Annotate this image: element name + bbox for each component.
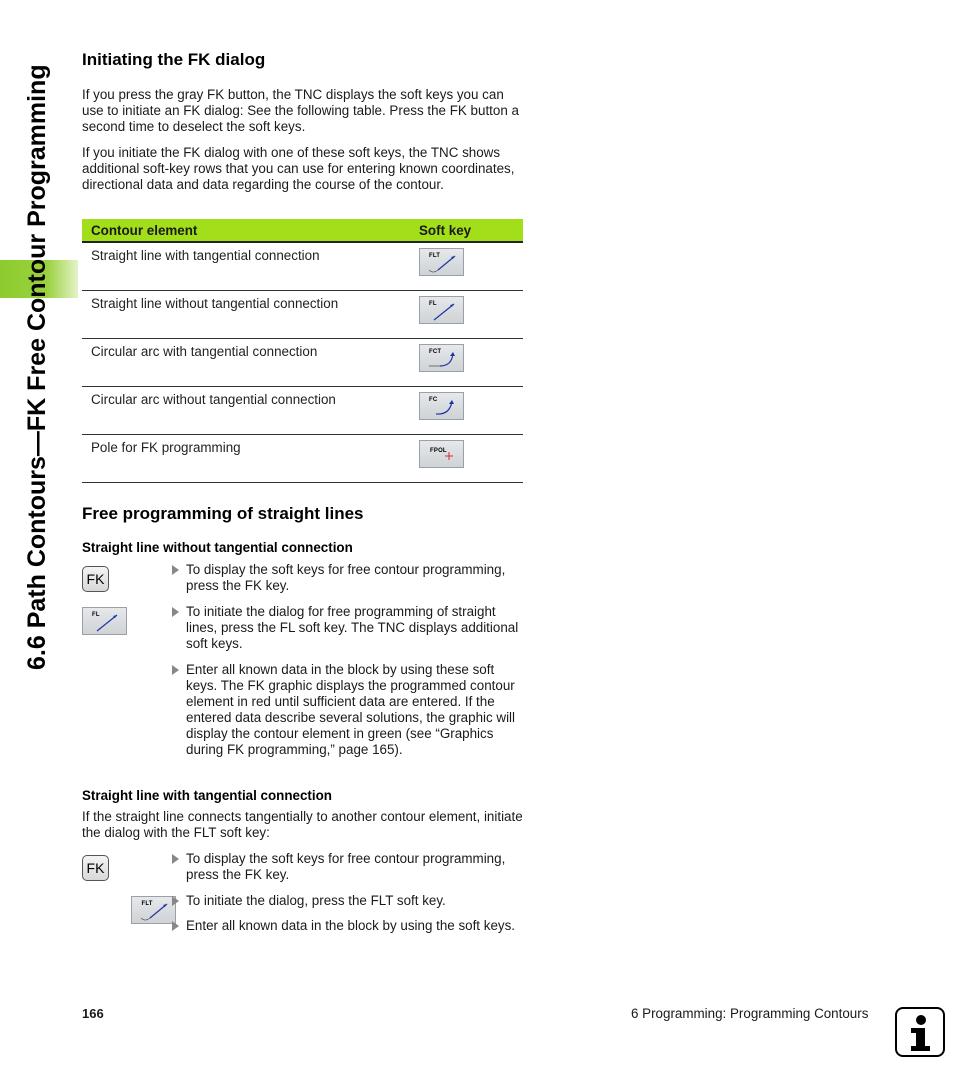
fl-softkey-icon[interactable]: FL: [82, 607, 127, 635]
tangent-intro-paragraph: If the straight line connects tangentially to another contour element, initiate the dialog with the FLT soft key:: [82, 809, 523, 840]
row-label: Straight line with tangential connection: [82, 242, 410, 291]
arrow-bullet-icon: [172, 896, 179, 906]
arrow-bullet-icon: [172, 565, 179, 575]
intro-paragraph-1: If you press the gray FK button, the TNC displays the soft keys you can use to initiate an FK dialog: See the following table. Press the FK button a second time to deselect the soft keys.: [82, 87, 519, 134]
row-label: Circular arc without tangential connection: [82, 387, 410, 435]
step-item: To initiate the dialog for free programming of straight lines, press the FL soft key. The TNC displays additional soft keys.: [172, 604, 524, 652]
section-heading-straight-lines: Free programming of straight lines: [82, 504, 364, 523]
intro-paragraph-2: If you initiate the FK dialog with one of these soft keys, the TNC shows additional soft-key rows that you can use for entering known coordinates, directional data and data regarding the course of the contour.: [82, 145, 515, 192]
fk-key-button[interactable]: FK: [82, 855, 109, 881]
flt-softkey-icon[interactable]: FLT: [131, 896, 176, 924]
row-label: Circular arc with tangential connection: [82, 339, 410, 387]
arc-tangent-softkey-icon[interactable]: FCT: [419, 344, 464, 372]
pole-softkey-icon[interactable]: FPOL: [419, 440, 464, 468]
arrow-bullet-icon: [172, 665, 179, 675]
subheading-with-tangent: Straight line with tangential connection: [82, 788, 332, 803]
table-row: [82, 242, 523, 291]
step-item: Enter all known data in the block by using these soft keys. The FK graphic displays the programmed contour element in red until sufficient data are entered. If the entered data describe several solutions, the graphic will display the contour element in green (see “Graphics during FK programming,” page 165).: [172, 662, 524, 758]
subheading-without-tangent: Straight line without tangential connection: [82, 540, 353, 555]
row-label: Pole for FK programming: [82, 435, 410, 483]
arc-softkey-icon[interactable]: FC: [419, 392, 464, 420]
straight-tangent-softkey-icon[interactable]: FLT: [419, 248, 464, 276]
step-item: To display the soft keys for free contour programming, press the FK key.: [172, 562, 524, 594]
straight-line-softkey-icon[interactable]: FL: [419, 296, 464, 324]
step-item: Enter all known data in the block by using the soft keys.: [172, 918, 524, 934]
arrow-bullet-icon: [172, 921, 179, 931]
section-heading-initiating: Initiating the FK dialog: [82, 50, 266, 69]
row-label: Straight line without tangential connection: [82, 291, 410, 339]
fk-key-button[interactable]: FK: [82, 566, 109, 592]
step-item: To initiate the dialog, press the FLT soft key.: [172, 893, 524, 909]
softkey-table: [82, 219, 523, 483]
table-row: [82, 291, 523, 339]
table-row: [82, 387, 523, 435]
arrow-bullet-icon: [172, 854, 179, 864]
info-icon: [895, 1007, 945, 1057]
table-header-row: [82, 219, 523, 242]
table-row: [82, 339, 523, 387]
arrow-bullet-icon: [172, 607, 179, 617]
table-row: [82, 435, 523, 483]
chapter-footer: 6 Programming: Programming Contours: [631, 1006, 869, 1021]
page-number: 166: [82, 1006, 104, 1021]
column-header-soft-key: Soft key: [410, 219, 523, 242]
step-item: To display the soft keys for free contour programming, press the FK key.: [172, 851, 524, 883]
column-header-contour-element: Contour element: [82, 219, 410, 242]
